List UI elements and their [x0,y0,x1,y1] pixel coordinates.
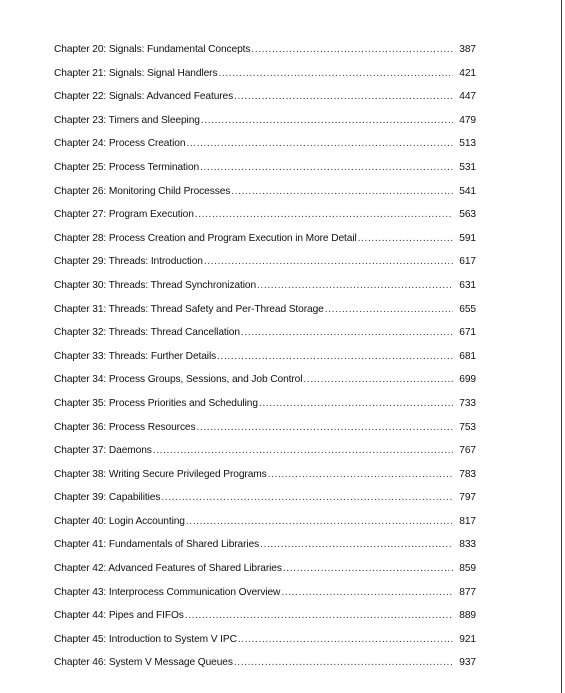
page-number: 513 [459,138,476,150]
page-number: 541 [459,185,476,197]
dot-leader [195,209,453,220]
chapter-title: Chapter 37: Daemons [54,445,152,457]
chapter-title: Chapter 41: Fundamentals of Shared Libraries [54,539,260,551]
chapter-title: Chapter 25: Process Termination [54,161,200,173]
chapter-title: Chapter 21: Signals: Signal Handlers [54,67,218,79]
dot-leader [234,657,453,668]
page-number: 921 [459,633,476,645]
chapter-title: Chapter 45: Introduction to System V IPC [54,633,237,645]
dot-leader [153,445,453,456]
chapter-title: Chapter 23: Timers and Sleeping [54,114,200,126]
toc-entry[interactable] [54,634,476,658]
page-number: 877 [459,586,476,598]
page-number: 699 [459,374,476,386]
toc-entry[interactable] [54,563,476,587]
dot-leader [281,587,453,598]
chapter-title: Chapter 35: Process Priorities and Scheduling [54,397,258,409]
toc-entry[interactable] [54,516,476,540]
dot-leader [238,634,453,645]
toc-entry[interactable] [54,186,476,210]
page-number: 421 [459,67,476,79]
toc-entry[interactable] [54,138,476,162]
toc-entry[interactable] [54,44,476,68]
toc-entry[interactable] [54,610,476,634]
chapter-title: Chapter 31: Threads: Thread Safety and Per-Thread Storage [54,303,324,315]
dot-leader [358,233,453,244]
table-of-contents [54,44,476,681]
toc-entry[interactable] [54,209,476,233]
page-number: 733 [459,397,476,409]
dot-leader [186,138,453,149]
toc-entry[interactable] [54,398,476,422]
toc-entry[interactable] [54,445,476,469]
toc-entry[interactable] [54,115,476,139]
chapter-title: Chapter 24: Process Creation [54,138,186,150]
page-number: 753 [459,421,476,433]
page-number: 767 [459,445,476,457]
page-number: 531 [459,161,476,173]
page-number: 563 [459,209,476,221]
dot-leader [241,327,453,338]
page-number: 817 [459,515,476,527]
page-number: 783 [459,468,476,480]
chapter-title: Chapter 46: System V Message Queues [54,657,233,669]
toc-entry[interactable] [54,657,476,681]
toc-entry[interactable] [54,374,476,398]
dot-leader [234,91,453,102]
toc-entry[interactable] [54,492,476,516]
dot-leader [260,539,453,550]
toc-entry[interactable] [54,539,476,563]
page-number: 387 [459,44,476,55]
page-number: 937 [459,657,476,669]
toc-entry[interactable] [54,587,476,611]
page-number: 631 [459,279,476,291]
toc-entry[interactable] [54,280,476,304]
page-number: 859 [459,563,476,575]
page-number: 889 [459,610,476,622]
dot-leader [186,516,453,527]
toc-entry[interactable] [54,327,476,351]
chapter-title: Chapter 43: Interprocess Communication Overview [54,586,281,598]
chapter-title: Chapter 33: Threads: Further Details [54,350,217,362]
chapter-title: Chapter 34: Process Groups, Sessions, and Job Control [54,374,303,386]
toc-entry[interactable] [54,233,476,257]
toc-entry[interactable] [54,256,476,280]
dot-leader [200,162,453,173]
dot-leader [197,422,454,433]
page-number: 681 [459,350,476,362]
dot-leader [325,304,453,315]
dot-leader [218,68,453,79]
dot-leader [303,374,453,385]
chapter-title: Chapter 32: Threads: Thread Cancellation [54,327,240,339]
chapter-title: Chapter 22: Signals: Advanced Features [54,91,234,103]
dot-leader [185,610,453,621]
page-number: 479 [459,114,476,126]
toc-entry[interactable] [54,91,476,115]
chapter-title: Chapter 27: Program Execution [54,209,194,221]
page-number: 591 [459,232,476,244]
toc-entry[interactable] [54,162,476,186]
page-number: 833 [459,539,476,551]
dot-leader [259,398,453,409]
dot-leader [161,492,453,503]
chapter-title: Chapter 20: Signals: Fundamental Concepts [54,44,251,55]
dot-leader [268,469,453,480]
dot-leader [257,280,453,291]
page-number: 655 [459,303,476,315]
dot-leader [283,563,453,574]
chapter-title: Chapter 36: Process Resources [54,421,196,433]
page-number: 447 [459,91,476,103]
chapter-title: Chapter 39: Capabilities [54,492,161,504]
page-number: 617 [459,256,476,268]
chapter-title: Chapter 42: Advanced Features of Shared Libraries [54,563,282,575]
toc-entry[interactable] [54,304,476,328]
toc-entry[interactable] [54,68,476,92]
chapter-title: Chapter 28: Process Creation and Program Execution in More Detail [54,232,357,244]
dot-leader [231,186,453,197]
dot-leader [251,44,453,55]
toc-entry[interactable] [54,422,476,446]
chapter-title: Chapter 30: Threads: Thread Synchronization [54,279,257,291]
chapter-title: Chapter 40: Login Accounting [54,515,185,527]
dot-leader [217,351,453,362]
dot-leader [201,115,453,126]
page-edge-divider [561,0,562,693]
page-number: 797 [459,492,476,504]
chapter-title: Chapter 44: Pipes and FIFOs [54,610,184,622]
dot-leader [204,256,453,267]
toc-entry[interactable] [54,351,476,375]
chapter-title: Chapter 38: Writing Secure Privileged Programs [54,468,267,480]
page-number: 671 [459,327,476,339]
toc-entry[interactable] [54,469,476,493]
chapter-title: Chapter 29: Threads: Introduction [54,256,203,268]
chapter-title: Chapter 26: Monitoring Child Processes [54,185,231,197]
